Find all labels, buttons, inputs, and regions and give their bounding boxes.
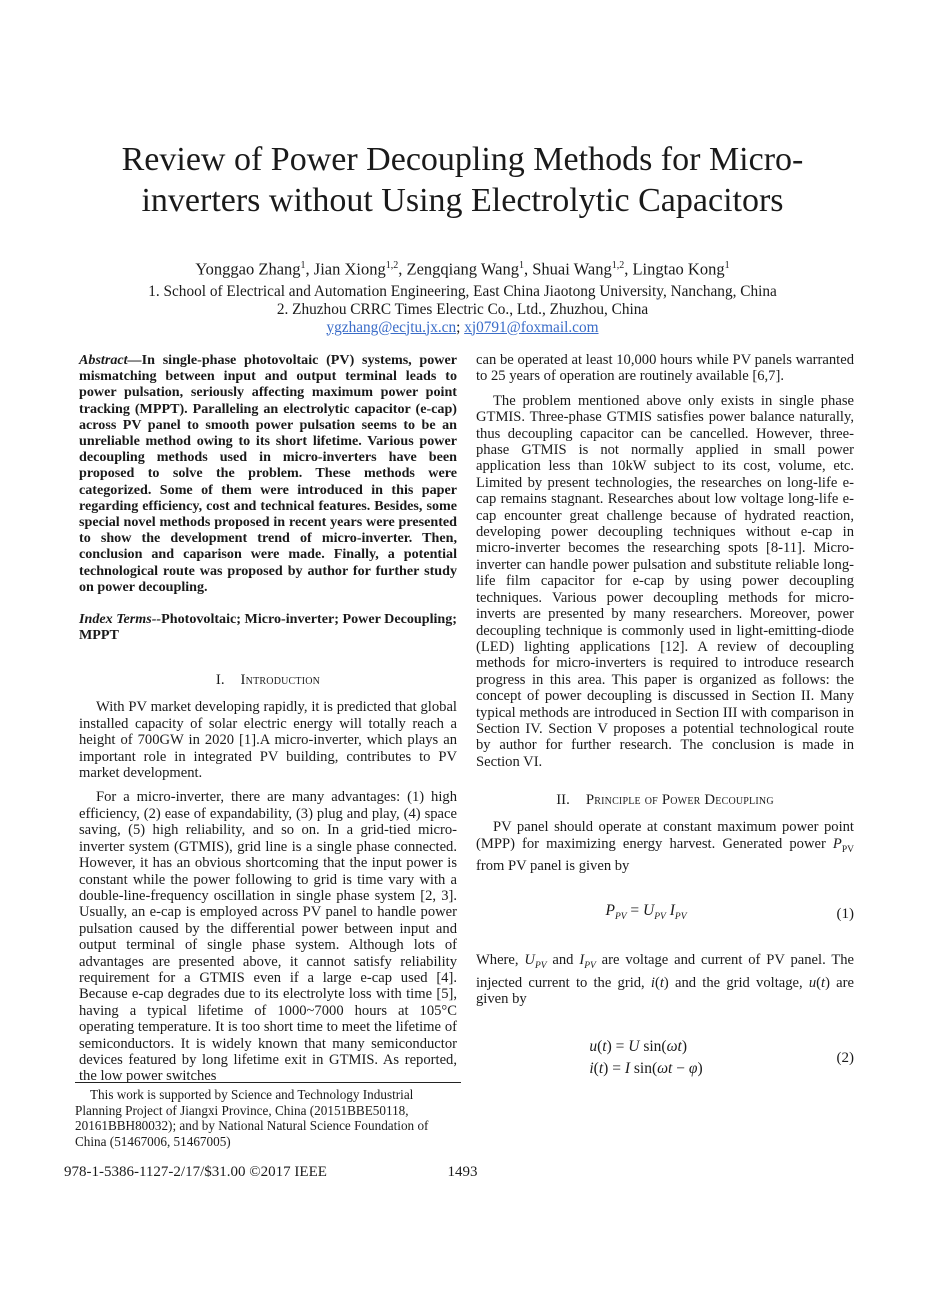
- footnote-area: [75, 1082, 461, 1149]
- body-paragraph: The problem mentioned above only exists in single phase GTMIS. Three-phase GTMIS satisfies power balance naturally, thus decoupling capacitor can be cancelled. However, three-phase GTMIS is not normally applied in small power application less than 10kW subject to its cost, volume, etc. Limited by present technologies, the researches on long-life e-cap remains stagnant. Researches about low voltage long-life e-cap encounter great challenge because of hydrated reaction, developing power decoupling techniques without e-cap in micro-inverter becomes the researching spots [8-11]. Micro-inverter can handle power pulsation and substitute reliable long-life film capacitor for e-cap by using power decoupling techniques. Various power decoupling methods for micro-inverts are presented by many researchers. Moreover, power decoupling technique is commonly used in light-emitting-diode (LED) lighting applications [12]. A review of decoupling methods for micro-inverters is required to introduce research progress in this area. This paper is organized as follows: the concept of power decoupling is discussed in Section II. Many typical methods are introduced in Section III with comparison in Section IV. Section V proposes a potential technological route by author for further research. The conclusion is made in Section VI.: [476, 392, 854, 770]
- body-paragraph: Where, $U_{PV}$ and $I_{PV}$ are voltage and current of PV panel. The injected current to the grid, i(t) and the grid voltage, u(t) are given by: [476, 952, 855, 1008]
- section-heading-introduction: [79, 672, 457, 689]
- emails-line: [0, 319, 925, 337]
- byline-block: [0, 256, 925, 337]
- section-number: I.: [215, 672, 225, 689]
- left-column: [79, 352, 457, 1085]
- right-column: [476, 352, 854, 1106]
- equation-2: [476, 1035, 854, 1081]
- equation-2-line-1: u(t) = U sin(ωt): [589, 1037, 688, 1055]
- section-title: Principle of Power Decoupling: [585, 792, 774, 809]
- body-paragraph: PV panel should operate at constant maximum power point (MPP) for maximizing energy harvest. Generated power $P_{PV}$ from PV panel is given by: [476, 819, 854, 874]
- authors-line: Yonggao Zhang$^1$, Jian Xiong$^{1,2}$, Zengqiang Wang$^1$, Shuai Wang$^{1,2}$, Lingtao Kong$^1$: [195, 259, 730, 279]
- footnote-rule: [75, 1082, 461, 1083]
- title-line-2: inverters without Using Electrolytic Capacitors: [141, 182, 784, 219]
- footnote-text: This work is supported by Science and Technology Industrial Planning Project of Jiangxi Province, China (20151BBE50118, 20161BBH80032); and by National Natural Science Foundation of China (51467006, 51467005): [75, 1087, 429, 1149]
- section-number: II.: [556, 792, 570, 809]
- section-title: Introduction: [240, 672, 321, 689]
- email-link-2[interactable]: xj0791@foxmail.com: [464, 318, 599, 336]
- index-terms-label: Index Terms--: [79, 611, 162, 628]
- section-heading-principle: [476, 792, 854, 809]
- equation-2-expression: [476, 1035, 816, 1081]
- title-line-1: Review of Power Decoupling Methods for Micro-: [121, 141, 804, 178]
- body-paragraph: With PV market developing rapidly, it is predicted that global installed capacity of solar electric energy will totally reach a height of 700GW in 2020 [1].A micro-inverter, which plays an important role in integrated PV building, contributes to PV market development.: [79, 699, 457, 782]
- equation-2-number: (2): [836, 1049, 854, 1066]
- page-number: 1493: [447, 1164, 478, 1180]
- equation-2-line-2: i(t) = I sin(ωt − φ): [589, 1059, 703, 1077]
- affiliation-1: 1. School of Electrical and Automation Engineering, East China Jiaotong University, Nanchang, China: [148, 282, 777, 300]
- abstract-label: Abstract—: [79, 352, 142, 368]
- abstract-paragraph: [79, 352, 457, 595]
- affiliation-2: 2. Zhuzhou CRRC Times Electric Co., Ltd., Zhuzhou, China: [276, 300, 649, 318]
- equation-1-expression: $P_{PV} = U_{PV}$ $I_{PV}$: [605, 902, 687, 923]
- page-footer: [0, 1164, 925, 1184]
- index-terms: [79, 611, 457, 643]
- paper-title: [0, 139, 925, 221]
- copyright-notice: 978-1-5386-1127-2/17/$31.00 ©2017 IEEE: [64, 1164, 327, 1180]
- email-link-1[interactable]: ygzhang@ecjtu.jx.cn: [326, 318, 457, 336]
- equation-1: [476, 901, 854, 927]
- email-separator: ;: [456, 318, 465, 336]
- equation-1-number: (1): [836, 906, 854, 923]
- body-paragraph: For a micro-inverter, there are many advantages: (1) high efficiency, (2) ease of expandability, (3) plug and play, (4) space saving, (5) high reliability, and so on. In a grid-tied micro-inverter system (GTMIS), grid line is a single phase connected. However, it has an obvious shortcoming that the input power is constant while the power following to grid is time vary with a double-line-frequency oscillation in single phase system [2, 3]. Usually, an e-cap is employed across PV panel to handle power pulsation caused by the differential power between input and output terminal of single phase system. Although lots of advantages are presented above, it cannot satisfy reliability requirement for a GTMIS even if a large e-cap used [4]. Because e-cap degrades due to its electrolyte loss with time [5], having a typical lifetime of 1000~7000 hours at 105°C operating temperature. It is too short time to meet the lifetime of semiconductors. It is widely known that many semiconductor devices featured by long lifetime exit in GTMIS. As reported, the low power switches: [79, 789, 457, 1085]
- body-paragraph: can be operated at least 10,000 hours while PV panels warranted to 25 years of operation are routinely available [6,7].: [476, 352, 854, 385]
- abstract-text: In single-phase photovoltaic (PV) systems, power mismatching between input and output terminal leads to power pulsation, seriously affecting maximum power point tracking (MPPT). Paralleling an electrolytic capacitor (e-cap) across PV panel to smooth power pulsation seems to be an unreliable method owing to its short lifetime. Various power decoupling methods used in micro-inverters have been proposed to solve the problem. These methods were categorized. Some of them were introduced in this paper regarding efficiency, cost and technical features. Besides, some special novel methods proposed in recent years were presented to show the development trend of micro-inverter. Then, conclusion and caparison were made. Finally, a potential technological route was proposed by author for further study on power decoupling.: [79, 352, 457, 595]
- index-terms-text: Photovoltaic; Micro-inverter; Power Decoupling; MPPT: [79, 611, 457, 644]
